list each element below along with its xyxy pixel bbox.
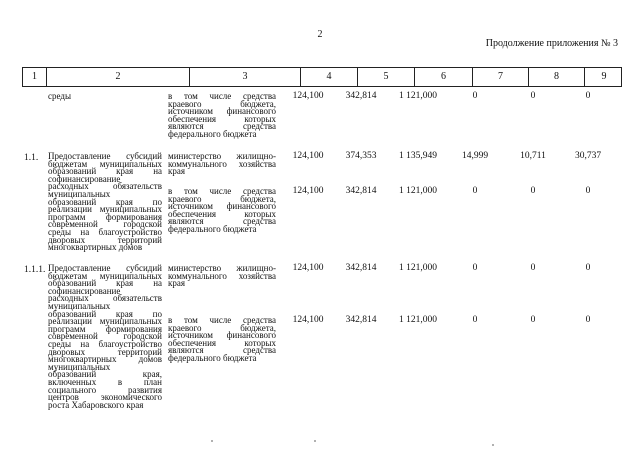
value-cell-col-9: 30,737 xyxy=(574,151,602,161)
funding-source-line: края xyxy=(168,166,186,177)
funding-source-line: федерального бюджета xyxy=(168,224,257,234)
row-name-line: дворовых территорий xyxy=(48,234,162,245)
funding-source-line: являются средства xyxy=(168,345,276,356)
row-name-line: роста Хабаровского края xyxy=(48,399,144,410)
row-name-line: муниципальных xyxy=(48,361,111,372)
value-cell-col-5: 342,814 xyxy=(345,186,377,196)
funding-source-line: обеспечения которых xyxy=(168,208,276,219)
row-name-line: муниципальных xyxy=(48,189,111,199)
row-name-line: реализации муниципальных xyxy=(48,204,162,215)
value-cell-col-8: 0 xyxy=(530,91,536,101)
value-cell-col-4: 124,100 xyxy=(292,151,324,161)
row-name-line: расходных обязательств xyxy=(48,181,162,192)
value-cell-col-9: 0 xyxy=(585,91,591,101)
value-cell-col-8: 10,711 xyxy=(520,151,546,161)
row-name-line: современной городской xyxy=(48,219,162,230)
header-col-7: 7 xyxy=(473,68,529,86)
row-name-line: программ формирования xyxy=(48,323,162,334)
row-name-line: образований края по xyxy=(48,196,162,207)
funding-source-line: в том числе средства xyxy=(168,91,276,101)
header-col-5: 5 xyxy=(358,68,415,86)
row-name-line: бюджетам муниципальных xyxy=(48,270,162,281)
funding-source-line: в том числе средства xyxy=(168,186,276,196)
funding-source-line: являются средства xyxy=(168,216,276,227)
value-cell-col-5: 342,814 xyxy=(345,315,377,325)
funding-source-line: краевого бюджета, xyxy=(168,98,276,109)
value-cell-col-5: 374,353 xyxy=(345,151,377,161)
value-cell-col-5: 342,814 xyxy=(345,91,377,101)
value-cell-col-6: 1 121,000 xyxy=(399,315,437,325)
value-cell-col-8: 0 xyxy=(530,263,536,273)
scan-speck xyxy=(314,440,316,442)
value-cell-col-5: 342,814 xyxy=(345,263,377,273)
header-col-4: 4 xyxy=(301,68,358,86)
header-col-6: 6 xyxy=(415,68,473,86)
row-name-line: среды на благоустройство xyxy=(48,227,162,237)
row-name-line: многоквартирных домов xyxy=(48,354,162,365)
value-cell-col-6: 1 121,000 xyxy=(399,263,437,273)
row-name-line: образований края на xyxy=(48,166,162,177)
row-name-line: образований края по xyxy=(48,308,162,319)
row-name-line: бюджетам муниципальных xyxy=(48,158,162,169)
funding-source-line: источником финансового xyxy=(168,201,276,212)
value-cell-col-7: 0 xyxy=(472,263,478,273)
value-cell-col-6: 1 121,000 xyxy=(399,91,437,101)
value-cell-col-8: 0 xyxy=(530,186,536,196)
funding-source-line: источником финансового xyxy=(168,330,276,341)
value-cell-col-4: 124,100 xyxy=(292,315,324,325)
funding-source-line: являются средства xyxy=(168,121,276,132)
row-name-line: муниципальных xyxy=(48,301,111,311)
table-header xyxy=(22,67,622,87)
page-number: 2 xyxy=(317,29,323,40)
funding-source-line: краевого бюджета, xyxy=(168,193,276,204)
funding-source-line: обеспечения которых xyxy=(168,337,276,348)
row-name-line: софинансирование xyxy=(48,285,121,296)
header-col-1: 1 xyxy=(23,68,47,86)
value-cell-col-9: 0 xyxy=(585,186,591,196)
row-name-line: образований края, xyxy=(48,369,162,380)
row-name-line: реализации муниципальных xyxy=(48,316,162,327)
header-col-2: 2 xyxy=(47,68,190,86)
value-cell-col-7: 0 xyxy=(472,186,478,196)
row-name-line: образований края на xyxy=(48,278,162,289)
row-name-line: Предоставление субсидий xyxy=(48,151,162,161)
funding-source-line: краевого бюджета, xyxy=(168,322,276,333)
scan-speck xyxy=(211,440,213,442)
value-cell-col-4: 124,100 xyxy=(292,91,324,101)
funding-source-line: источником финансового xyxy=(168,106,276,117)
row-name-line: среды на благоустройство xyxy=(48,339,162,349)
funding-source-line: края xyxy=(168,278,186,289)
row-name-line: софинансирование xyxy=(48,173,121,184)
value-cell-col-4: 124,100 xyxy=(292,186,324,196)
continuation-label: Продолжение приложения № 3 xyxy=(485,38,618,49)
value-cell-col-4: 124,100 xyxy=(292,263,324,273)
value-cell-col-9: 0 xyxy=(585,263,591,273)
funding-source-line: федерального бюджета xyxy=(168,129,257,139)
value-cell-col-6: 1 135,949 xyxy=(399,151,437,161)
header-col-9: 9 xyxy=(601,71,607,82)
row-name-line: расходных обязательств xyxy=(48,293,162,304)
row-name-line: социального развития xyxy=(48,384,162,395)
funding-source-line: коммунального хозяйства xyxy=(168,270,276,281)
value-cell-col-7: 0 xyxy=(472,91,478,101)
value-cell-col-7: 14,999 xyxy=(461,151,489,161)
row-name-line: дворовых территорий xyxy=(48,346,162,357)
scan-speck xyxy=(492,444,494,446)
value-cell-col-8: 0 xyxy=(530,315,536,325)
header-col-3: 3 xyxy=(190,68,301,86)
row-name-line: центров экономического xyxy=(48,392,162,403)
funding-source-line: обеспечения которых xyxy=(168,113,276,124)
value-cell-col-7: 0 xyxy=(472,315,478,325)
header-col-8: 8 xyxy=(529,68,585,86)
row-name-line: многоквартирных домов xyxy=(48,242,143,253)
row-name-line: программ формирования xyxy=(48,211,162,222)
funding-source-line: министерство жилищно- xyxy=(168,263,276,273)
value-cell-col-9: 0 xyxy=(585,315,591,325)
row-name-line: включенных в план xyxy=(48,377,162,387)
row-name-line: среды xyxy=(48,91,71,101)
row-number: 1.1. xyxy=(24,153,39,163)
funding-source-line: коммунального хозяйства xyxy=(168,158,276,169)
row-number: 1.1.1. xyxy=(24,265,46,275)
row-name-line: современной городской xyxy=(48,331,162,342)
funding-source-line: федерального бюджета xyxy=(168,353,257,363)
row-name-line: Предоставление субсидий xyxy=(48,263,162,273)
funding-source-line: в том числе средства xyxy=(168,315,276,325)
funding-source-line: министерство жилищно- xyxy=(168,151,276,161)
value-cell-col-6: 1 121,000 xyxy=(399,186,437,196)
